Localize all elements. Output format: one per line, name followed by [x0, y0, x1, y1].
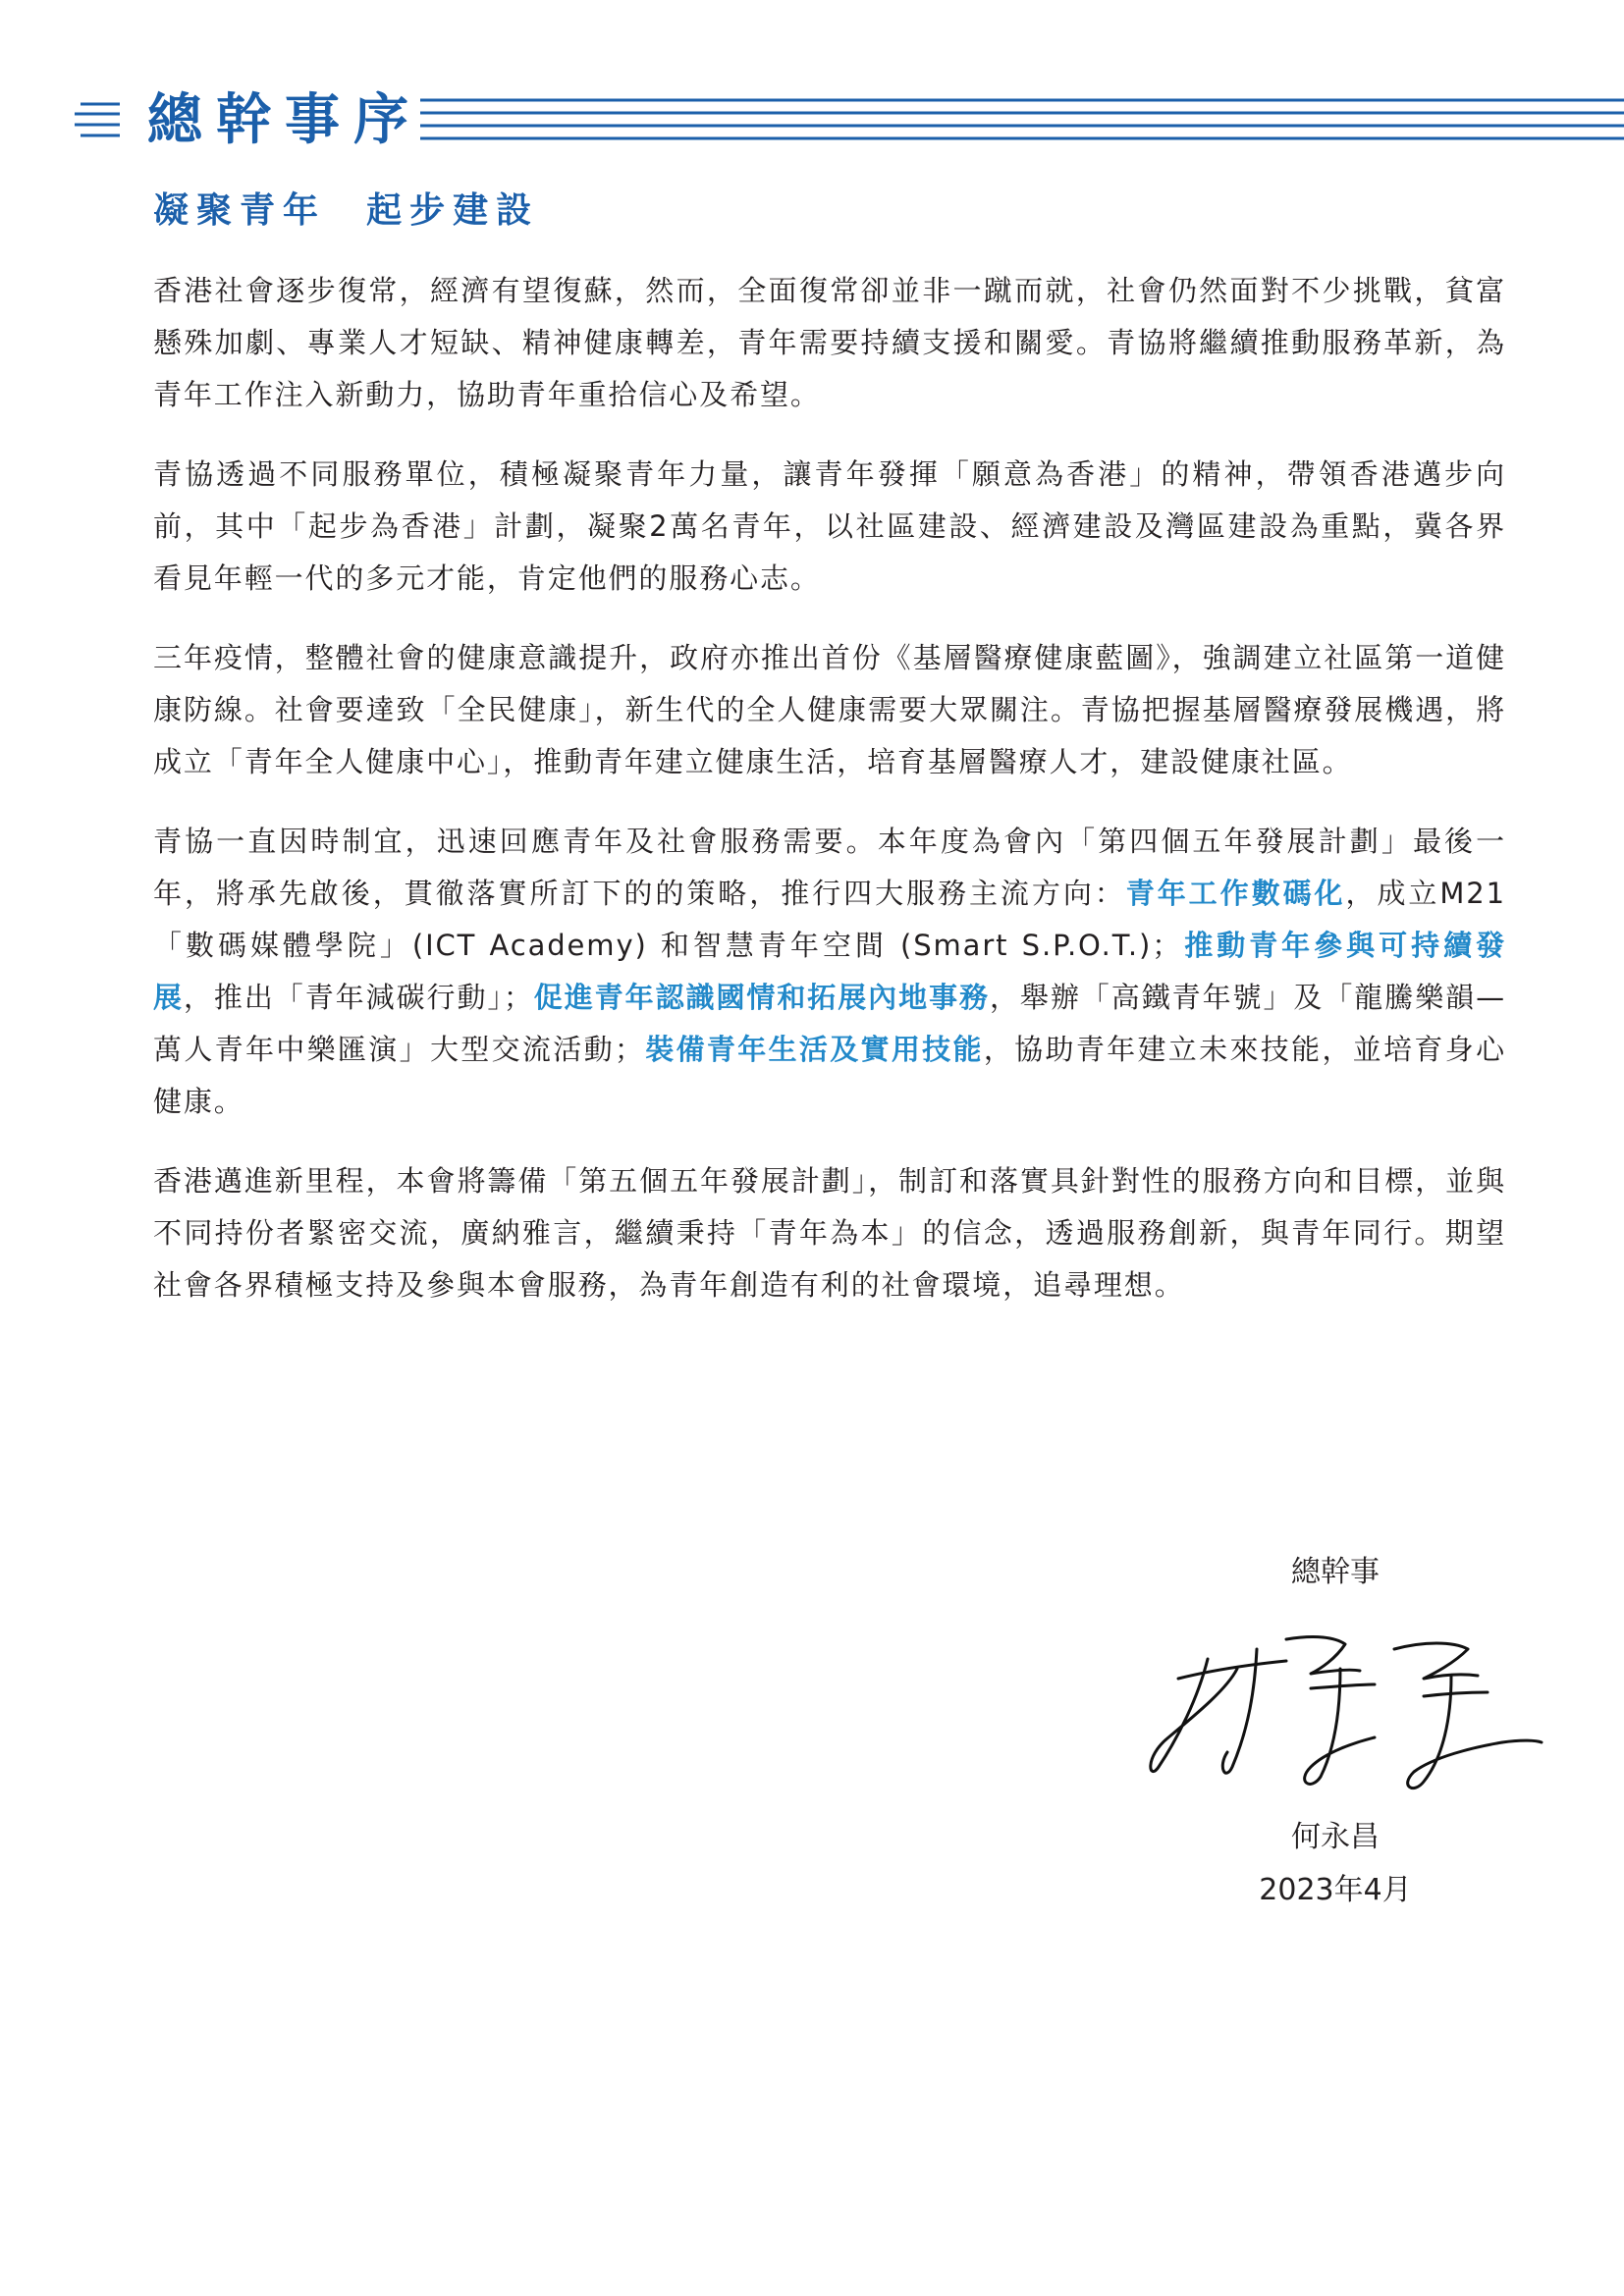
body-paragraph [153, 816, 1506, 1128]
paragraph-text: 三年疫情，整體社會的健康意識提升，政府亦推出首份《基層醫療健康藍圖》，強調建立社區第一道健康防線。社會要達致「全民健康」，新生代的全人健康需要大眾關注。青協把握基層醫療發展機遇，將成立「青年全人健康中心」，推動青年建立健康生活，培育基層醫療人才，建設健康社區。 [153, 641, 1506, 778]
decorative-lines-right [420, 96, 1624, 143]
decorative-lines-left [75, 100, 120, 139]
highlighted-phrase: 裝備青年生活及實用技能 [644, 1033, 984, 1066]
body-paragraph [153, 1155, 1506, 1311]
body-paragraph [153, 449, 1506, 605]
highlighted-phrase: 促進青年認識國情和拓展內地事務 [533, 981, 990, 1014]
body-paragraph [153, 632, 1506, 788]
body-text [153, 265, 1506, 1339]
handwritten-signature [1139, 1620, 1551, 1796]
paragraph-text: 香港社會逐步復常，經濟有望復蘇，然而，全面復常卻並非一蹴而就，社會仍然面對不少挑戰，貧富懸殊加劇、專業人才短缺、精神健康轉差，青年需要持續支援和關愛。青協將繼續推動服務革新，為青年工作注入新動力，協助青年重拾信心及希望。 [153, 274, 1506, 411]
signature-date: 2023年4月 [1259, 1873, 1412, 1907]
page-title: 總幹事序 [147, 88, 422, 152]
highlighted-phrase: 青年工作數碼化 [1125, 877, 1346, 910]
signatory-role: 總幹事 [1291, 1555, 1380, 1589]
body-paragraph [153, 265, 1506, 421]
section-subtitle: 凝聚青年 起步建設 [153, 190, 540, 231]
paragraph-text: ，協助青年建立未來技能，並培育身心健康。 [153, 1033, 1506, 1118]
paragraph-text: 香港邁進新里程，本會將籌備「第五個五年發展計劃」，制訂和落實具針對性的服務方向和目標，並與不同持份者緊密交流，廣納雅言，繼續秉持「青年為本」的信念，透過服務創新，與青年同行。期望社會各界積極支持及參與本會服務，為青年創造有利的社會環境，追尋理想。 [153, 1164, 1506, 1302]
paragraph-text: 青協一直因時制宜，迅速回應青年及社會服務需要。本年度為會內「第四個五年發展計劃」最後一年，將承先啟後，貫徹落實所訂下的的策略，推行四大服務主流方向： [153, 825, 1506, 910]
paragraph-text: ，推出「青年減碳行動」； [183, 981, 534, 1014]
highlighted-phrase: 推動青年參與可持續發展 [153, 929, 1506, 1014]
paragraph-text: ，舉辦「高鐵青年號」及「龍騰樂韻—萬人青年中樂匯演」大型交流活動； [153, 981, 1506, 1066]
paragraph-text: ，成立M21「數碼媒體學院」(ICT Academy) 和智慧青年空間 (Smart S.P.O.T.)； [153, 877, 1507, 962]
signatory-name: 何永昌 [1291, 1820, 1380, 1854]
paragraph-text: 青協透過不同服務單位，積極凝聚青年力量，讓青年發揮「願意為香港」的精神，帶領香港邁步向前，其中「起步為香港」計劃，凝聚2萬名青年，以社區建設、經濟建設及灣區建設為重點，冀各界看見年輕一代的多元才能，肯定他們的服務心志。 [153, 457, 1506, 595]
header-banner [0, 86, 1624, 157]
